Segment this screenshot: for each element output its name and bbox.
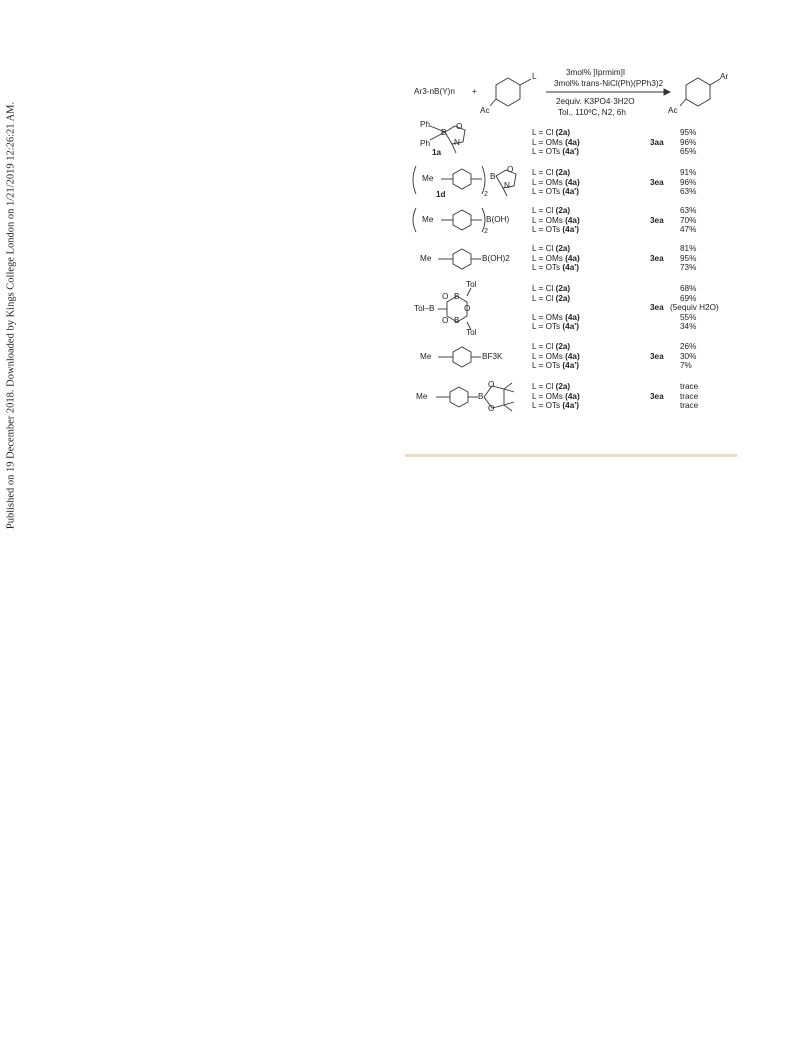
entry7-oxygen-bottom: O bbox=[488, 404, 495, 413]
yield-value: 7% bbox=[680, 361, 692, 371]
leaving-group-text: L = OMs bbox=[532, 215, 566, 225]
yield-value: 96% bbox=[680, 137, 697, 147]
compound-code: (4a') bbox=[562, 263, 579, 273]
leaving-group-text: L = Cl bbox=[532, 382, 556, 391]
leaving-group-text: L = OMs bbox=[532, 312, 566, 322]
compound-code: (4a) bbox=[565, 312, 580, 322]
leaving-group-row bbox=[532, 342, 570, 352]
entry1-boron: B bbox=[441, 128, 447, 137]
entry2-oxygen: O bbox=[507, 165, 514, 174]
compound-code: (2a) bbox=[555, 284, 571, 293]
yield-value: 73% bbox=[680, 263, 697, 273]
leaving-group-row bbox=[532, 382, 570, 392]
condition-4: Tol., 110ºC, N2, 6h bbox=[558, 108, 626, 117]
leaving-group-text: L = Cl bbox=[532, 128, 556, 137]
leaving-group-row bbox=[532, 313, 580, 323]
leaving-group-row bbox=[532, 147, 579, 157]
leaving-group-text: L = OMs bbox=[532, 137, 566, 147]
leaving-group-row bbox=[532, 294, 570, 304]
compound-code: (4a) bbox=[565, 253, 580, 263]
entry3-subscript: 2 bbox=[484, 228, 488, 235]
product-code: 3aa bbox=[650, 137, 664, 147]
leaving-group-text: L = OTs bbox=[532, 147, 563, 157]
entry6-trifluoroborate: BF3K bbox=[482, 352, 503, 361]
leaving-group-row bbox=[532, 352, 580, 362]
yield-value: 63% bbox=[680, 206, 697, 215]
yield-value: 34% bbox=[680, 322, 697, 332]
entry5-tol-top: Tol bbox=[466, 280, 477, 289]
leaving-group-row bbox=[532, 216, 580, 226]
entry2-subscript: 2 bbox=[484, 191, 488, 198]
yield-value: 69% bbox=[680, 293, 697, 303]
leaving-group-row bbox=[532, 401, 579, 411]
entry2-benzene bbox=[453, 169, 471, 189]
leaving-group-text: L = OMs bbox=[532, 351, 566, 361]
leaving-group-text: L = OMs bbox=[532, 391, 566, 401]
yield-value: 26% bbox=[680, 342, 697, 351]
leaving-group-row bbox=[532, 263, 579, 273]
leaving-group-row bbox=[532, 254, 580, 264]
entry3-boronic-acid: B(OH) bbox=[486, 215, 510, 224]
yield-value: 81% bbox=[680, 244, 697, 253]
yield-value: 55% bbox=[680, 312, 697, 322]
entry5-tol-left: Tol–B bbox=[414, 304, 435, 313]
reactant-acetyl-label: Ac bbox=[480, 106, 490, 115]
leaving-group-text: L = OTs bbox=[532, 322, 563, 332]
product-acetyl-label: Ac bbox=[668, 106, 678, 115]
compound-code: (4a') bbox=[562, 187, 579, 197]
yield-value: 63% bbox=[680, 187, 697, 197]
compound-code: (4a) bbox=[565, 215, 580, 225]
leaving-group-row bbox=[532, 284, 570, 294]
compound-code: (2a) bbox=[555, 244, 571, 253]
leaving-group-text: L = OTs bbox=[532, 263, 563, 273]
reaction-scheme bbox=[408, 60, 738, 455]
entry6-benzene bbox=[453, 347, 471, 367]
leaving-group-row bbox=[532, 244, 570, 254]
leaving-group-text: L = Cl bbox=[532, 342, 556, 351]
entry2-compound-id: 1d bbox=[436, 190, 446, 199]
compound-code: (4a) bbox=[565, 391, 580, 401]
entry5-tol-bottom: Tol bbox=[466, 328, 477, 337]
leaving-group-label: L bbox=[532, 72, 537, 81]
compound-code: (4a) bbox=[565, 351, 580, 361]
leaving-group-row bbox=[532, 225, 579, 235]
compound-code: (4a') bbox=[562, 322, 579, 332]
leaving-group-row bbox=[532, 138, 580, 148]
entry5-o1: O bbox=[442, 292, 449, 301]
entry3-methyl: Me bbox=[422, 215, 434, 224]
compound-code: (4a') bbox=[562, 361, 579, 371]
condition-2: 3mol% trans-NiCl(Ph)(PPh3)2 bbox=[554, 79, 664, 88]
compound-code: (4a) bbox=[565, 137, 580, 147]
entry4-boronic-acid: B(OH)2 bbox=[482, 254, 510, 263]
entry1-ph-top: Ph bbox=[420, 120, 431, 129]
entry5-b1: B bbox=[454, 292, 460, 301]
compound-code: (2a) bbox=[555, 168, 571, 177]
compound-code: (4a') bbox=[562, 147, 579, 157]
entry1-compound-id: 1a bbox=[432, 148, 442, 157]
leaving-group-row bbox=[532, 168, 570, 178]
leaving-group-row bbox=[532, 392, 580, 402]
compound-code: (2a) bbox=[555, 342, 571, 351]
product-code: 3ea bbox=[650, 391, 664, 401]
compound-code: (4a') bbox=[562, 225, 579, 235]
entry3-benzene bbox=[453, 210, 471, 230]
entry1-oxygen: O bbox=[456, 122, 463, 131]
entry4-methyl: Me bbox=[420, 254, 432, 263]
leaving-group-text: L = Cl bbox=[532, 206, 556, 215]
leaving-group-row bbox=[532, 187, 579, 197]
entry7-benzene bbox=[450, 387, 468, 407]
compound-code: (2a) bbox=[555, 206, 571, 215]
leaving-group-text: L = Cl bbox=[532, 284, 556, 293]
leaving-group-row bbox=[532, 322, 579, 332]
entry5-o2: O bbox=[464, 304, 471, 313]
leaving-group-row bbox=[532, 361, 579, 371]
entry7-boron: B bbox=[478, 392, 484, 401]
entry7-oxygen-top: O bbox=[488, 380, 495, 389]
compound-code: (4a) bbox=[565, 177, 580, 187]
yield-value: 70% bbox=[680, 215, 697, 225]
condition-3: 2equiv. K3PO4·3H2O bbox=[556, 97, 635, 106]
leaving-group-text: L = Cl bbox=[532, 293, 556, 303]
section-divider bbox=[405, 454, 737, 457]
entry1-nitrogen: N bbox=[454, 138, 460, 147]
product-code: 3ea bbox=[650, 303, 664, 313]
yield-value: 65% bbox=[680, 147, 697, 157]
entry1-ph-bottom: Ph bbox=[420, 139, 431, 148]
leaving-group-row bbox=[532, 178, 580, 188]
yield-value: trace bbox=[680, 401, 699, 411]
entry4-benzene bbox=[453, 249, 471, 269]
entry2-boron: B bbox=[490, 172, 496, 181]
leaving-group-text: L = OTs bbox=[532, 401, 563, 411]
product-benzene-ring bbox=[686, 78, 710, 106]
entry5-b2: B bbox=[454, 316, 460, 325]
product-code: 3ea bbox=[650, 177, 664, 187]
entry5-o3: O bbox=[442, 316, 449, 325]
plus-sign: + bbox=[472, 87, 477, 96]
yield-value: 95% bbox=[680, 253, 697, 263]
yield-value: 30% bbox=[680, 351, 697, 361]
compound-code: (2a) bbox=[555, 382, 571, 391]
leaving-group-row bbox=[532, 206, 570, 216]
entry2-methyl: Me bbox=[422, 174, 434, 183]
leaving-group-text: L = Cl bbox=[532, 244, 556, 253]
leaving-group-text: L = OMs bbox=[532, 253, 566, 263]
leaving-group-text: L = OMs bbox=[532, 177, 566, 187]
yield-value: 47% bbox=[680, 225, 697, 235]
download-notice: Published on 19 December 2018. Downloaded by Kings College London on 1/21/2019 12:26:21 AM. bbox=[5, 101, 17, 530]
yield-value: 96% bbox=[680, 177, 697, 187]
leaving-group-text: L = OTs bbox=[532, 361, 563, 371]
compound-code: (2a) bbox=[555, 293, 571, 303]
leaving-group-row bbox=[532, 128, 570, 138]
compound-code: (4a') bbox=[562, 401, 579, 411]
compound-code: (2a) bbox=[555, 128, 571, 137]
yield-value: 68% bbox=[680, 284, 697, 293]
product-ar-label: Ar bbox=[720, 72, 729, 81]
reactant-boron-label: Ar3-nB(Y)n bbox=[414, 87, 455, 96]
side-note bbox=[0, 0, 22, 640]
leaving-group-text: L = OTs bbox=[532, 187, 563, 197]
entry2-nitrogen: N bbox=[504, 181, 510, 190]
yield-value: (5equiv H2O) bbox=[670, 303, 719, 313]
leaving-group-text: L = OTs bbox=[532, 225, 563, 235]
condition-1: 3mol% [Iprmim]I bbox=[566, 68, 626, 77]
entry6-methyl: Me bbox=[420, 352, 432, 361]
product-code: 3ea bbox=[650, 215, 664, 225]
reactant-benzene-ring bbox=[496, 78, 520, 106]
yield-value: 91% bbox=[680, 168, 697, 177]
entry7-methyl: Me bbox=[416, 392, 428, 401]
product-code: 3ea bbox=[650, 253, 664, 263]
yield-value: trace bbox=[680, 391, 699, 401]
yield-value: trace bbox=[680, 382, 699, 391]
leaving-group-text: L = Cl bbox=[532, 168, 556, 177]
product-code: 3ea bbox=[650, 351, 664, 361]
yield-value: 95% bbox=[680, 128, 697, 137]
